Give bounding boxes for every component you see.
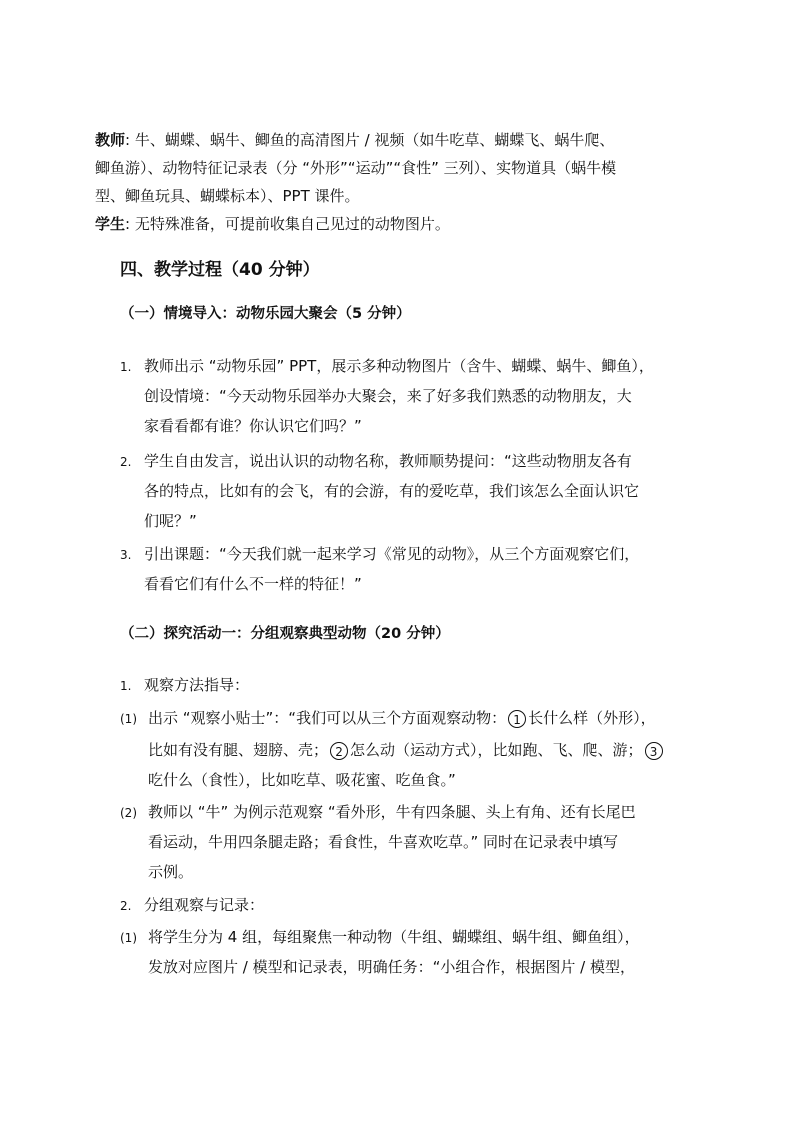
teacher-prep-line-2: 鲫鱼游）、动物特征记录表（分 “外形”“运动”“食性” 三列）、实物道具（蜗牛模	[95, 159, 617, 177]
part-2-title: （二）探究活动一：分组观察典型动物（20 分钟）	[120, 626, 450, 642]
sub-item-continuation: 吃什么（食性），比如吃草、吸花蜜、吃鱼食。”	[148, 771, 456, 789]
sub-item: (2) 教师以 “牛” 为例示范观察 “看外形，牛有四条腿、头上有角、还有长尾巴	[120, 800, 636, 824]
list-item-continuation: 看看它们有什么不一样的特征！”	[144, 575, 362, 593]
list-item: 2. 分组观察与记录：	[120, 893, 264, 917]
sub-item-number: (1)	[120, 931, 137, 945]
section-4-title: 四、教学过程（40 分钟）	[120, 260, 320, 280]
list-item: 1. 教师出示 “动物乐园” PPT，展示多种动物图片（含牛、蝴蝶、蜗牛、鲫鱼），	[120, 354, 654, 378]
student-label: 学生	[95, 215, 126, 233]
item-number: 1.	[120, 360, 132, 374]
sub-item-number: (1)	[120, 712, 137, 726]
sub-item-number: (2)	[120, 806, 137, 820]
student-prep-line: 学生: 无特殊准备，可提前收集自己见过的动物图片。	[95, 215, 450, 233]
sub-item: (1) 出示 “观察小贴士”：“我们可以从三个方面观察动物： 1 长什么样（外形），	[120, 706, 656, 730]
sub-item: (1) 将学生分为 4 组，每组聚焦一种动物（牛组、蝴蝶组、蜗牛组、鲫鱼组），	[120, 925, 640, 949]
list-item-continuation: 各的特点，比如有的会飞，有的会游，有的爱吃草，我们该怎么全面认识它	[144, 482, 640, 500]
item-number: 2.	[120, 455, 132, 469]
item-number: 3.	[120, 548, 132, 562]
list-item: 2. 学生自由发言，说出认识的动物名称，教师顺势提问：“这些动物朋友各有	[120, 449, 632, 473]
sub-item-continuation: 看运动，牛用四条腿走路；看食性，牛喜欢吃草。” 同时在记录表中填写	[148, 833, 619, 851]
item-number: 1.	[120, 679, 132, 693]
sub-item-continuation: 比如有没有腿、翅膀、壳； 2 怎么动（运动方式），比如跑、飞、爬、游； 3	[148, 738, 665, 762]
circled-number-3: 3	[645, 742, 663, 760]
list-item-continuation: 创设情境：“今天动物乐园举办大聚会，来了好多我们熟悉的动物朋友，大	[144, 387, 632, 405]
item-number: 2.	[120, 899, 132, 913]
list-item-continuation: 家看看都有谁？你认识它们吗？”	[144, 417, 362, 435]
teacher-prep-line-1: 教师: 牛、蝴蝶、蜗牛、鲫鱼的高清图片 / 视频（如牛吃草、蝴蝶飞、蜗牛爬、	[95, 131, 615, 149]
list-item-continuation: 们呢？”	[144, 512, 197, 530]
sub-item-continuation: 发放对应图片 / 模型和记录表，明确任务：“小组合作，根据图片 / 模型，	[148, 958, 635, 976]
sub-item-continuation: 示例。	[148, 863, 194, 881]
circled-number-2: 2	[330, 742, 348, 760]
part-1-title: （一）情境导入：动物乐园大聚会（5 分钟）	[120, 306, 411, 322]
list-item: 3. 引出课题：“今天我们就一起来学习《常见的动物》，从三个方面观察它们，	[120, 542, 639, 566]
list-item: 1. 观察方法指导：	[120, 673, 249, 697]
teacher-prep-line-3: 型、鲫鱼玩具、蝴蝶标本）、PPT 课件。	[95, 187, 360, 205]
teacher-label: 教师	[95, 131, 126, 149]
circled-number-1: 1	[508, 710, 526, 728]
